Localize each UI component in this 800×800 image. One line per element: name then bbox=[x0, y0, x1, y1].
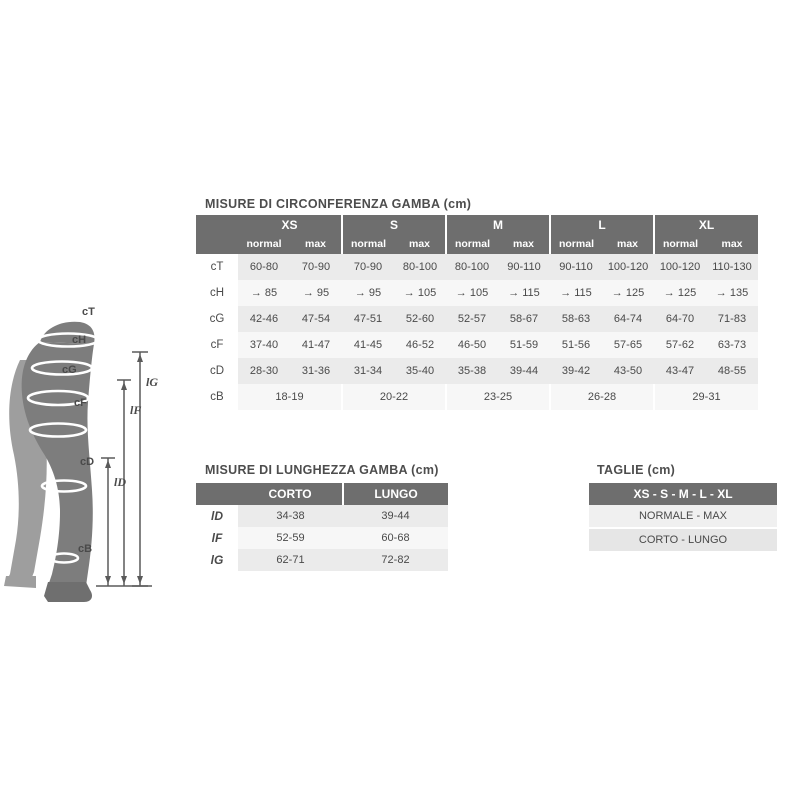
sizes-panel-row-normale-max: NORMALE - MAX bbox=[589, 505, 777, 527]
length-row-label-lF: lF bbox=[196, 527, 238, 549]
length-row-label-lD: lD bbox=[196, 505, 238, 527]
table-header-subs bbox=[196, 234, 758, 254]
header-size-xs: XS bbox=[238, 215, 342, 234]
label-cT: cT bbox=[82, 306, 95, 318]
cell-cT-3: 80-100 bbox=[394, 254, 446, 280]
subheader-xl-normal: normal bbox=[654, 234, 706, 254]
table-row bbox=[196, 358, 758, 384]
cell-cG-0: 42-46 bbox=[238, 306, 290, 332]
cell-cB-xl: 29-31 bbox=[654, 384, 758, 410]
cell-cG-8: 64-70 bbox=[654, 306, 706, 332]
cell-cH-2: → 95 bbox=[342, 280, 394, 306]
cell-cG-5: 58-67 bbox=[498, 306, 550, 332]
circumference-table bbox=[196, 215, 758, 410]
cell-cT-2: 70-90 bbox=[342, 254, 394, 280]
cell-cD-1: 31-36 bbox=[290, 358, 342, 384]
subheader-xs-max: max bbox=[290, 234, 342, 254]
cell-cG-6: 58-63 bbox=[550, 306, 602, 332]
header-corner-2 bbox=[196, 234, 238, 254]
cell-cT-7: 100-120 bbox=[602, 254, 654, 280]
cell-cG-1: 47-54 bbox=[290, 306, 342, 332]
subheader-s-max: max bbox=[394, 234, 446, 254]
length-cell-lF-lungo: 60-68 bbox=[343, 527, 448, 549]
cell-cD-9: 48-55 bbox=[706, 358, 758, 384]
circumference-table-title: MISURE DI CIRCONFERENZA GAMBA (cm) bbox=[205, 197, 472, 211]
sizes-panel-header: XS - S - M - L - XL bbox=[589, 483, 777, 505]
label-lF: lF bbox=[130, 403, 142, 417]
length-cell-lD-corto: 34-38 bbox=[238, 505, 343, 527]
subheader-m-max: max bbox=[498, 234, 550, 254]
cell-cD-7: 43-50 bbox=[602, 358, 654, 384]
length-table-title: MISURE DI LUNGHEZZA GAMBA (cm) bbox=[205, 463, 439, 477]
cell-cB-m: 23-25 bbox=[446, 384, 550, 410]
cell-cF-6: 51-56 bbox=[550, 332, 602, 358]
subheader-l-normal: normal bbox=[550, 234, 602, 254]
cell-cF-1: 41-47 bbox=[290, 332, 342, 358]
cell-cD-8: 43-47 bbox=[654, 358, 706, 384]
cell-cF-2: 41-45 bbox=[342, 332, 394, 358]
cell-cH-4: → 105 bbox=[446, 280, 498, 306]
table-row bbox=[196, 384, 758, 410]
cell-cT-5: 90-110 bbox=[498, 254, 550, 280]
cell-cG-3: 52-60 bbox=[394, 306, 446, 332]
label-cG: cG bbox=[62, 364, 77, 376]
sizes-panel-row-corto-lungo: CORTO - LUNGO bbox=[589, 529, 777, 551]
label-lD: lD bbox=[114, 475, 126, 489]
cell-cG-4: 52-57 bbox=[446, 306, 498, 332]
cell-cF-8: 57-62 bbox=[654, 332, 706, 358]
table-row bbox=[196, 254, 758, 280]
row-label-cG: cG bbox=[196, 306, 238, 332]
subheader-l-max: max bbox=[602, 234, 654, 254]
length-header-corto: CORTO bbox=[238, 483, 343, 505]
sizes-panel bbox=[589, 483, 777, 551]
row-label-cB: cB bbox=[196, 384, 238, 410]
cell-cD-5: 39-44 bbox=[498, 358, 550, 384]
cell-cH-9: → 135 bbox=[706, 280, 758, 306]
cell-cH-1: → 95 bbox=[290, 280, 342, 306]
cell-cG-2: 47-51 bbox=[342, 306, 394, 332]
cell-cF-3: 46-52 bbox=[394, 332, 446, 358]
table-row bbox=[196, 549, 448, 571]
length-header-lungo: LUNGO bbox=[343, 483, 448, 505]
length-table bbox=[196, 483, 448, 571]
cell-cD-2: 31-34 bbox=[342, 358, 394, 384]
row-label-cF: cF bbox=[196, 332, 238, 358]
cell-cB-l: 26-28 bbox=[550, 384, 654, 410]
header-size-l: L bbox=[550, 215, 654, 234]
length-row-label-lG: lG bbox=[196, 549, 238, 571]
cell-cG-7: 64-74 bbox=[602, 306, 654, 332]
length-header-corner bbox=[196, 483, 238, 505]
header-size-xl: XL bbox=[654, 215, 758, 234]
length-cell-lG-corto: 62-71 bbox=[238, 549, 343, 571]
table-row bbox=[196, 280, 758, 306]
cell-cH-5: → 115 bbox=[498, 280, 550, 306]
cell-cD-3: 35-40 bbox=[394, 358, 446, 384]
cell-cH-8: → 125 bbox=[654, 280, 706, 306]
label-cB: cB bbox=[78, 543, 93, 555]
cell-cT-9: 110-130 bbox=[706, 254, 758, 280]
cell-cH-0: → 85 bbox=[238, 280, 290, 306]
cell-cD-0: 28-30 bbox=[238, 358, 290, 384]
cell-cG-9: 71-83 bbox=[706, 306, 758, 332]
cell-cT-1: 70-90 bbox=[290, 254, 342, 280]
subheader-m-normal: normal bbox=[446, 234, 498, 254]
cell-cF-9: 63-73 bbox=[706, 332, 758, 358]
table-row bbox=[196, 306, 758, 332]
cell-cD-4: 35-38 bbox=[446, 358, 498, 384]
label-cF: cF bbox=[74, 397, 87, 409]
header-corner bbox=[196, 215, 238, 234]
sizes-panel-title: TAGLIE (cm) bbox=[597, 463, 676, 477]
row-label-cH: cH bbox=[196, 280, 238, 306]
header-size-m: M bbox=[446, 215, 550, 234]
cell-cF-7: 57-65 bbox=[602, 332, 654, 358]
cell-cF-4: 46-50 bbox=[446, 332, 498, 358]
cell-cF-0: 37-40 bbox=[238, 332, 290, 358]
cell-cT-4: 80-100 bbox=[446, 254, 498, 280]
subheader-s-normal: normal bbox=[342, 234, 394, 254]
cell-cH-7: → 125 bbox=[602, 280, 654, 306]
length-cell-lF-corto: 52-59 bbox=[238, 527, 343, 549]
length-cell-lG-lungo: 72-82 bbox=[343, 549, 448, 571]
cell-cD-6: 39-42 bbox=[550, 358, 602, 384]
cell-cT-8: 100-120 bbox=[654, 254, 706, 280]
cell-cT-6: 90-110 bbox=[550, 254, 602, 280]
subheader-xs-normal: normal bbox=[238, 234, 290, 254]
table-row bbox=[196, 332, 758, 358]
label-cD: cD bbox=[80, 456, 95, 468]
row-label-cT: cT bbox=[196, 254, 238, 280]
leg-illustration bbox=[0, 290, 200, 610]
table-row bbox=[196, 527, 448, 549]
table-row bbox=[196, 505, 448, 527]
cell-cT-0: 60-80 bbox=[238, 254, 290, 280]
label-cH: cH bbox=[72, 334, 87, 346]
length-cell-lD-lungo: 39-44 bbox=[343, 505, 448, 527]
cell-cB-xs: 18-19 bbox=[238, 384, 342, 410]
cell-cH-6: → 115 bbox=[550, 280, 602, 306]
cell-cB-s: 20-22 bbox=[342, 384, 446, 410]
subheader-xl-max: max bbox=[706, 234, 758, 254]
cell-cF-5: 51-59 bbox=[498, 332, 550, 358]
length-table-header bbox=[196, 483, 448, 505]
label-lG: lG bbox=[146, 375, 158, 389]
cell-cH-3: → 105 bbox=[394, 280, 446, 306]
row-label-cD: cD bbox=[196, 358, 238, 384]
table-header-sizes bbox=[196, 215, 758, 234]
header-size-s: S bbox=[342, 215, 446, 234]
